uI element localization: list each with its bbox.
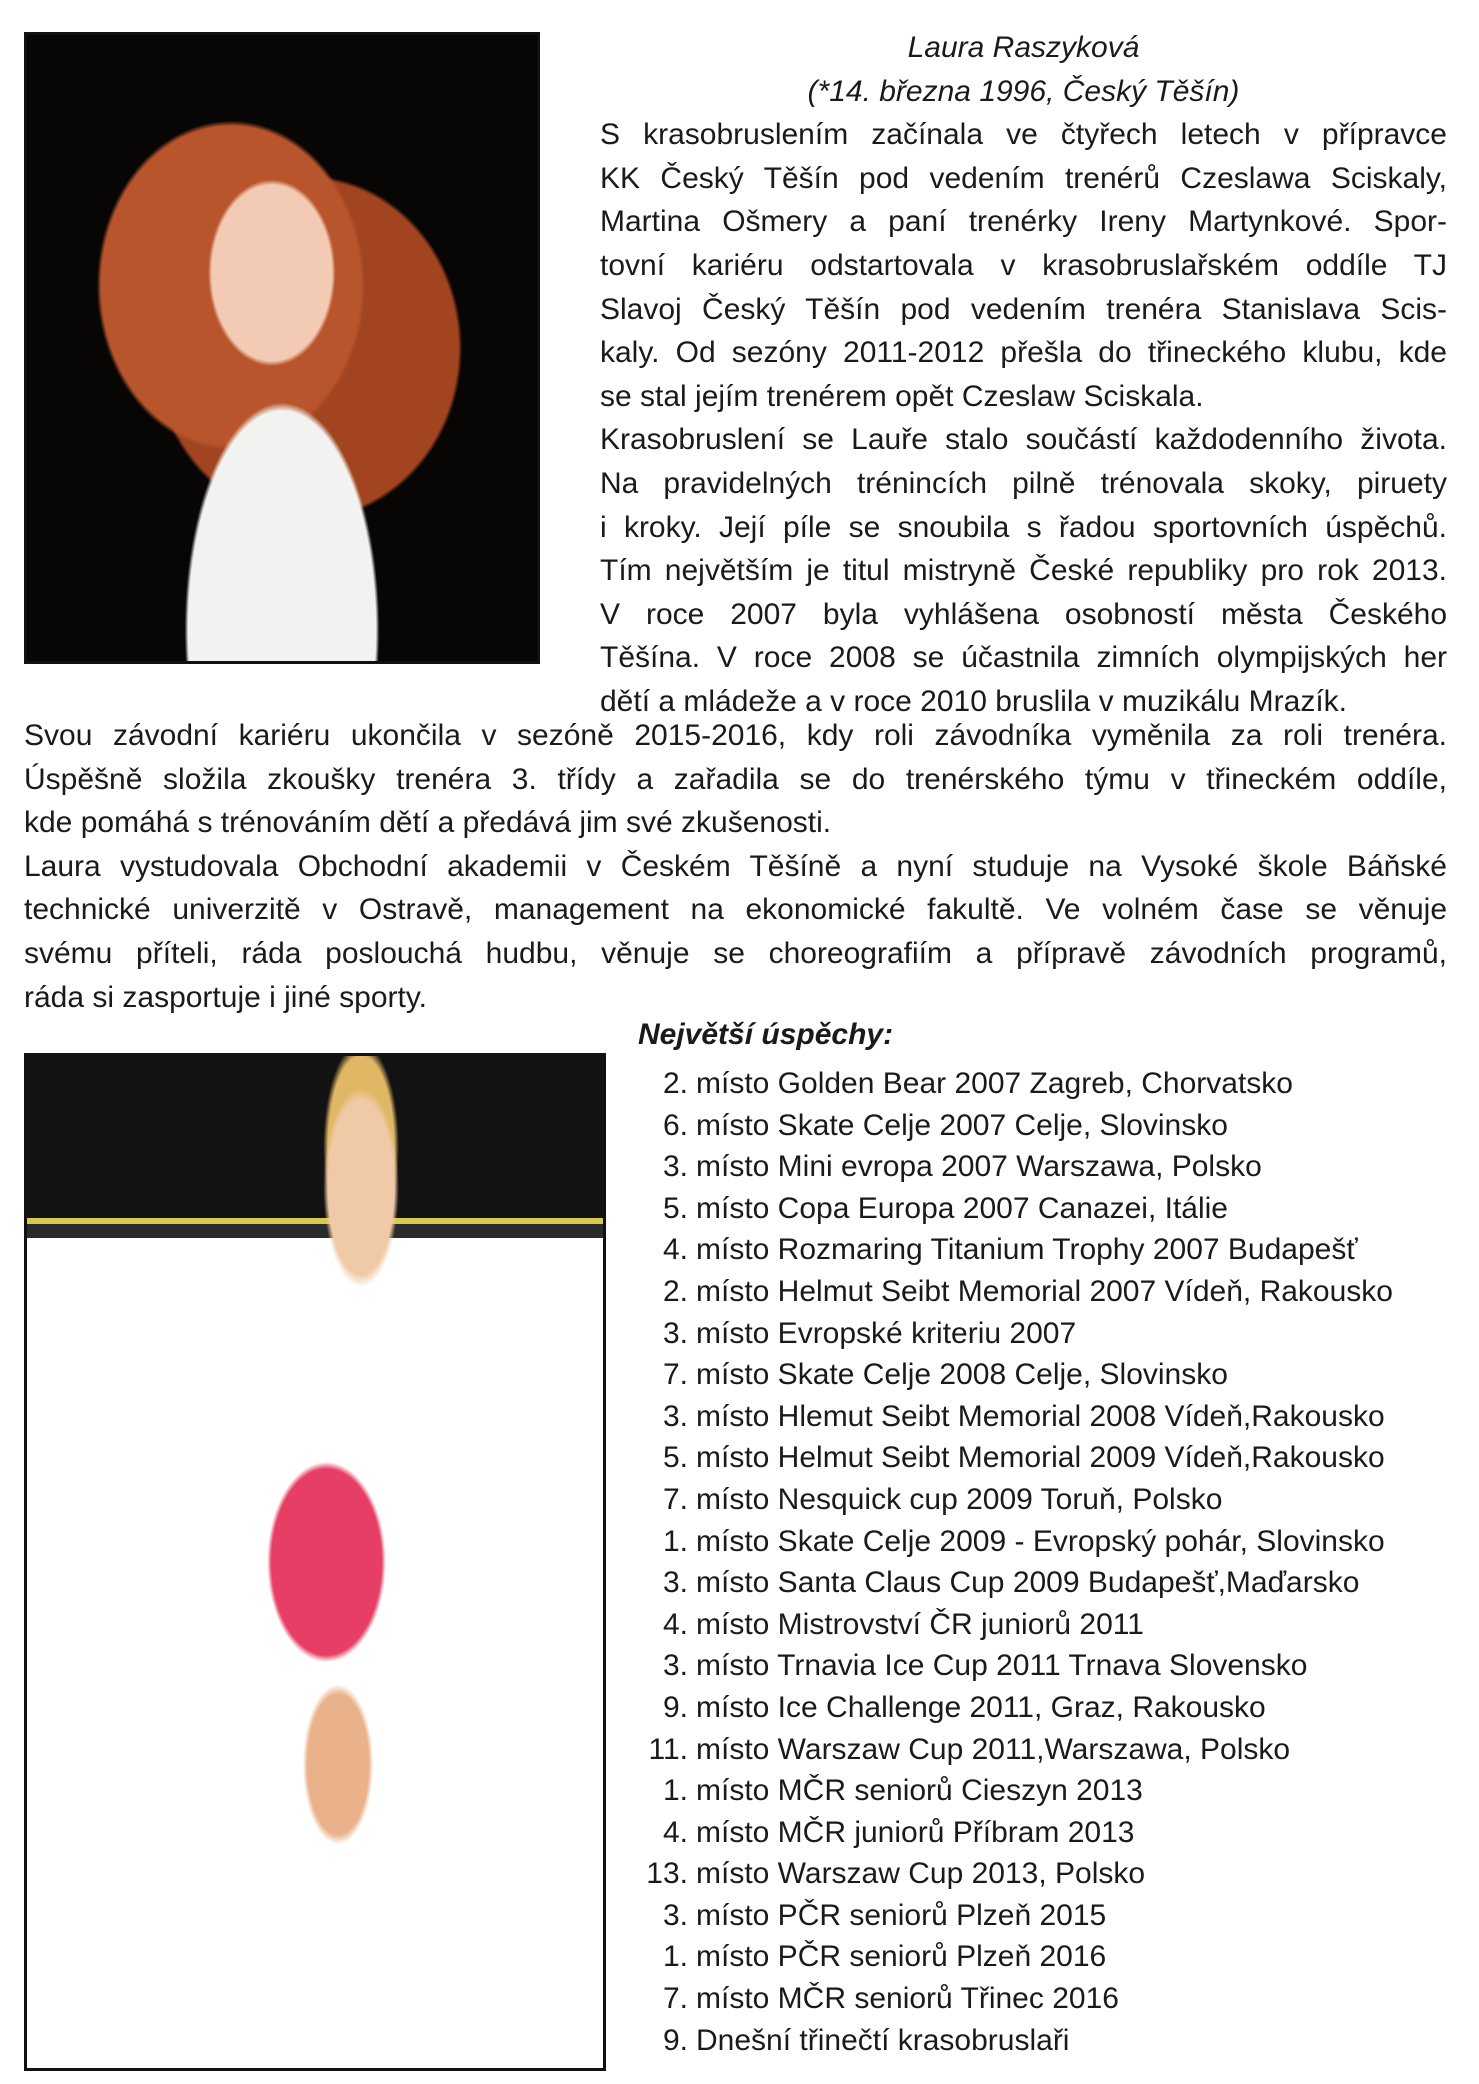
achievement-text: místo MČR seniorů Třinec 2016 (696, 1982, 1119, 2016)
text-line: svému příteli, ráda poslouchá hudbu, věnuje se choreografiím a přípravě závodních programů, (24, 936, 1447, 970)
achievement-item (636, 1604, 1393, 1646)
text-line: Laura vystudovala Obchodní akademii v Českém Těšíně a nyní studuje na Vysoké škole Báňské (24, 849, 1447, 883)
achievement-text: místo Trnavia Ice Cup 2011 Trnava Slovensko (696, 1649, 1308, 1683)
achievement-item (636, 1521, 1393, 1563)
achievement-text: místo PČR seniorů Plzeň 2015 (696, 1898, 1107, 1932)
achievement-rank: 4. (662, 1815, 688, 1849)
achievement-text: místo Skate Celje 2007 Celje, Slovinsko (696, 1108, 1228, 1142)
achievement-rank: 3. (662, 1898, 688, 1932)
intro-line: KK Český Těšín pod vedením trenérů Czeslawa Sciskaly, (600, 161, 1447, 195)
achievement-rank: 7. (662, 1482, 688, 1516)
achievement-text: místo Santa Claus Cup 2009 Budapešť,Maďarsko (696, 1566, 1360, 1600)
achievement-rank: 5. (662, 1441, 688, 1475)
achievement-rank: 11. (648, 1732, 688, 1766)
achievement-rank: 7. (662, 1358, 688, 1392)
achievement-text: Dnešní třinečtí krasobruslaři (696, 2023, 1070, 2057)
intro-line: Těšína. V roce 2008 se účastnila zimních olympijských her (600, 641, 1447, 675)
achievement-text: místo Ice Challenge 2011, Graz, Rakousko (696, 1690, 1266, 1724)
achievement-item (636, 2020, 1393, 2062)
achievement-text: místo MČR seniorů Cieszyn 2013 (696, 1774, 1143, 1808)
text-line: Úspěšně složila zkoušky trenéra 3. třídy a zařadila se do trenérského týmu v třineckém oddíle, (24, 762, 1447, 796)
portrait-photo (24, 32, 540, 664)
intro-line: tovní kariéru odstartovala v krasobruslařském oddíle TJ (600, 248, 1447, 282)
achievement-text: místo Hlemut Seibt Memorial 2008 Vídeň,Rakousko (696, 1399, 1385, 1433)
achievement-text: místo Helmut Seibt Memorial 2009 Vídeň,Rakousko (696, 1441, 1385, 1475)
achievement-item (636, 1812, 1393, 1854)
achievement-rank: 2. (662, 1067, 688, 1100)
achievement-item (636, 1437, 1393, 1479)
achievement-text: místo Copa Europa 2007 Canazei, Itálie (696, 1191, 1228, 1225)
achievement-text: místo Evropské kriteriu 2007 (696, 1316, 1077, 1350)
achievement-item (636, 1978, 1393, 2020)
achievement-rank: 2. (662, 1274, 688, 1308)
achievement-text: místo Mini evropa 2007 Warszawa, Polsko (696, 1150, 1262, 1184)
intro-line: S krasobruslením začínala ve čtyřech letech v přípravce (600, 118, 1447, 152)
achievement-rank: 13. (646, 1857, 688, 1891)
achievement-rank: 3. (662, 1150, 688, 1184)
achievement-text: místo Nesquick cup 2009 Toruň, Polsko (696, 1482, 1223, 1516)
achievement-rank: 9. (662, 2023, 688, 2057)
intro-line: se stal jejím trenérem opět Czeslaw Sciskala. (600, 379, 1204, 413)
achievement-item (636, 1687, 1393, 1729)
achievement-item (636, 1188, 1393, 1230)
achievement-text: místo Warszaw Cup 2011,Warszawa, Polsko (696, 1732, 1291, 1766)
achievement-text: místo Golden Bear 2007 Zagreb, Chorvatsko (696, 1067, 1293, 1100)
intro-line: kaly. Od sezóny 2011-2012 přešla do třineckého klubu, kde (600, 336, 1447, 370)
achievement-rank: 7. (662, 1982, 688, 2016)
intro-text (600, 26, 1447, 724)
achievement-rank: 9. (662, 1690, 688, 1724)
achievements-heading: Největší úspěchy: (638, 1018, 894, 1051)
skater-photo (24, 1053, 606, 2071)
achievements-list (636, 1063, 1393, 2061)
intro-line: Na pravidelných trénincích pilně trénovala skoky, piruety (600, 466, 1447, 500)
achievement-rank: 3. (662, 1566, 688, 1600)
achievement-item (636, 1853, 1393, 1895)
achievement-text: místo MČR juniorů Příbram 2013 (696, 1815, 1135, 1849)
achievement-rank: 4. (662, 1607, 688, 1641)
achievement-rank: 4. (662, 1233, 688, 1267)
achievement-rank: 1. (662, 1774, 688, 1808)
achievement-rank: 5. (662, 1191, 688, 1225)
achievement-rank: 6. (662, 1108, 688, 1142)
birth-info: (*14. března 1996, Český Těšín) (807, 74, 1240, 108)
text-line: technické univerzitě v Ostravě, management na ekonomické fakultě. Ve volném čase se věnuje (24, 893, 1447, 927)
text-line: Svou závodní kariéru ukončila v sezóně 2015-2016, kdy roli závodníka vyměnila za roli trenéra. (24, 719, 1447, 752)
intro-line: i kroky. Její píle se snoubila s řadou sportovních úspěchů. (600, 510, 1447, 544)
achievement-text: místo Skate Celje 2009 - Evropský pohár, Slovinsko (696, 1524, 1385, 1558)
achievement-text: místo Warszaw Cup 2013, Polsko (696, 1857, 1146, 1891)
achievement-item (636, 1645, 1393, 1687)
achievement-item (636, 1313, 1393, 1355)
achievement-rank: 1. (662, 1524, 688, 1558)
intro-line: Slavoj Český Těšín pod vedením trenéra Stanislava Scis- (600, 292, 1447, 326)
full-width-text (24, 714, 1447, 1019)
achievement-text: místo Helmut Seibt Memorial 2007 Vídeň, Rakousko (696, 1274, 1393, 1308)
intro-line: Krasobruslení se Lauře stalo součástí každodenního života. (600, 423, 1447, 457)
achievement-item (636, 1229, 1393, 1271)
achievement-text: místo PČR seniorů Plzeň 2016 (696, 1940, 1107, 1974)
achievement-rank: 3. (662, 1316, 688, 1350)
text-line: kde pomáhá s trénováním dětí a předává jim své zkušenosti. (24, 806, 832, 840)
achievement-item (636, 1271, 1393, 1313)
achievement-item (636, 1354, 1393, 1396)
achievement-text: místo Mistrovství ČR juniorů 2011 (696, 1607, 1144, 1641)
achievement-item (636, 1936, 1393, 1978)
achievement-item (636, 1729, 1393, 1771)
achievement-text: místo Skate Celje 2008 Celje, Slovinsko (696, 1358, 1228, 1392)
achievement-item (636, 1479, 1393, 1521)
achievement-item (636, 1770, 1393, 1812)
intro-line: V roce 2007 byla vyhlášena osobností města Českého (600, 597, 1447, 631)
person-name: Laura Raszyková (907, 31, 1140, 64)
achievement-item (636, 1562, 1393, 1604)
achievement-item (636, 1105, 1393, 1147)
achievement-item (636, 1895, 1393, 1937)
achievement-rank: 3. (662, 1399, 688, 1433)
intro-line: Martina Ošmery a paní trenérky Ireny Martynkové. Spor- (600, 205, 1447, 239)
achievement-item (636, 1396, 1393, 1438)
achievement-rank: 3. (662, 1649, 688, 1683)
achievement-rank: 1. (662, 1940, 688, 1974)
text-line: ráda si zasportuje i jiné sporty. (24, 980, 427, 1014)
achievement-item (636, 1146, 1393, 1188)
intro-line: dětí a mládeže a v roce 2010 bruslila v muzikálu Mrazík. (600, 684, 1347, 718)
achievement-text: místo Rozmaring Titanium Trophy 2007 Budapešť (696, 1233, 1358, 1267)
achievement-item (636, 1063, 1393, 1105)
intro-line: Tím největším je titul mistryně České republiky pro rok 2013. (600, 554, 1447, 588)
